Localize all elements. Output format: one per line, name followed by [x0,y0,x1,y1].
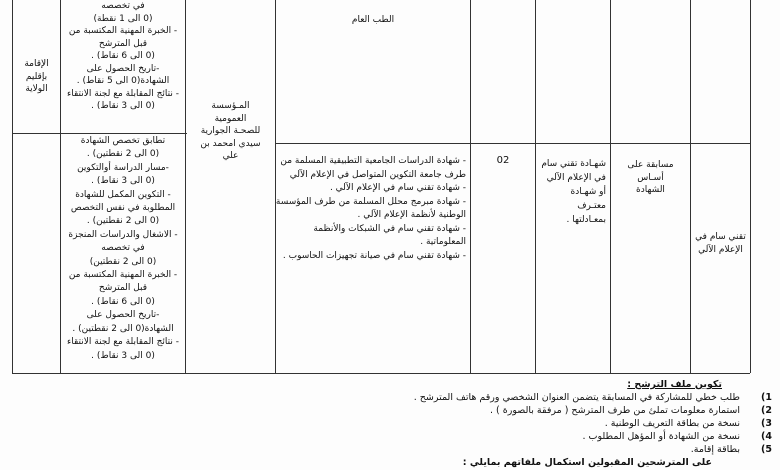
recruitment-mode-line: أسـاس [637,172,664,183]
residence-cell [12,133,61,373]
criteria-line: -مسار الدراسة أوالتكوين [77,162,169,173]
criteria-line: - نتائج المقابلة مع لجنة الانتقاء [67,88,179,99]
diploma-line: - شهادة الدراسات الجامعية التطبيقية المسلمة من [280,156,466,166]
criteria-line: في تخصصه [101,1,145,11]
residence-text: الإقامة [24,59,49,69]
grade-cell [690,0,751,143]
institution-text: المـؤسسة [211,101,250,111]
required-diploma-cell [535,0,611,143]
diploma-line: الوطنية لأنظمة الإعلام الآلي . [357,210,466,220]
required-diploma-line: أو شهـادة [570,187,606,197]
notes-item [380,443,772,456]
grade-cell [690,143,751,373]
criteria-line: قبل المترشح [98,38,148,49]
notes-item [380,417,772,430]
required-diploma-line: بمعـادلتها . [566,215,606,225]
item-text: بطاقة إقامة. [690,444,740,455]
recruitment-mode-cell [610,0,691,143]
institution-cell [185,0,276,373]
notes-heading: تكوين ملف الترشح : [627,379,722,390]
positions-cell [470,0,536,143]
criteria-line: - الخبرة المهنية المكتسبة من [68,26,178,36]
residence-text: الولاية [25,84,48,94]
criteria-line: المطلوبة في نفس التخصص [70,203,176,214]
criteria-line: (0 الى 6 نقاط) . [91,296,155,307]
positions-cell [470,143,536,373]
institution-text: علي [222,151,239,161]
diploma-line: - شهادة تقني سام في صيانة تجهيزات الحاسوب . [282,250,466,261]
diploma-line: - شهادة مبرمج محلل المسلمة من طرف المؤسسة [275,196,466,207]
criteria-line: (0 الى 3 نقاط) . [91,101,155,111]
diploma-line: - شهادة تقني سام في الشبكات والأنظمة [313,223,466,234]
diploma-line: المعلوماتية . [420,237,466,247]
recruitment-mode-cell [610,143,691,373]
item-number: 1) [761,392,772,403]
item-number: 5) [761,444,772,455]
item-text: نسخة من الشهادة أو المؤهل المطلوب . [582,431,740,442]
criteria-line: -تاريخ الحصول على [86,63,160,74]
recruitment-mode-line: مسابقة على [627,160,674,170]
criteria-cell [60,133,186,373]
criteria-line: - الاشغال والدراسات المنجزة [68,229,178,240]
grade-line: الإعلام الآلي [698,244,743,255]
recruitment-mode-line: الشهادة [636,185,665,195]
criteria-line: الشهادة(0 الى 5 نقاط) . [76,76,170,86]
item-text: استمارة معلومات تملئ من طرف المترشح ( مرفقة بالصورة ) . [489,405,740,416]
notes-footer: على المترشحين المقبولين استكمال ملفاتهم بمايلي : [462,457,712,468]
residence-text: بإقليم [25,71,48,82]
criteria-line: تطابق تخصص الشهادة [80,136,166,146]
diploma-line: - شهادة تقني سام في الإعلام الآلي . [329,183,466,193]
specialty-cell [275,0,471,143]
notes-item [380,391,772,404]
criteria-line: (0 الى 2 نقطتين) [89,256,157,267]
diplomas-cell [275,143,471,373]
specialty-text: الطب العام [351,15,395,25]
criteria-line: -تاريخ الحصول على [86,310,160,321]
required-diploma-cell [535,143,611,373]
criteria-line: قبل المترشح [98,283,148,294]
criteria-line: في تخصصه [101,243,145,254]
institution-text: سيدي امحمد بن [200,138,261,149]
criteria-line: (0 الى 1 نقطة) [93,13,153,24]
criteria-line: (0 الى 3 نقاط) . [91,176,155,187]
item-number: 4) [761,431,772,442]
criteria-line: (0 الى 2 نقطتين) . [86,216,160,227]
item-number: 3) [761,418,772,429]
institution-text: للصحـة الجوارية [200,126,261,136]
required-diploma-line: معتـرف [577,201,606,211]
item-text: طلب خطي للمشاركة في المسابقة يتضمن العنوان الشخصي ورقم هاتف المترشح . [413,392,740,403]
diploma-line: طرف جامعة التكوين المتواصل في الإعلام الآلي [289,169,466,180]
item-text: نسخة من بطاقة التعريف الوطنية . [604,418,740,429]
criteria-line: (0 الى 3 نقاط) . [91,350,155,361]
item-number: 2) [761,405,772,416]
residence-cell [12,0,61,133]
notes-item [380,404,772,417]
criteria-cell [60,0,186,133]
criteria-line: - نتائج المقابلة مع لجنة الانتقاء [67,337,179,348]
institution-text: العمومية [214,113,247,124]
table-bottom-border [12,373,750,374]
criteria-line: الشهادة(0 الى 2 نقطتين) . [72,323,174,334]
application-file-notes [380,378,772,469]
criteria-line: - التكوين المكمل للشهادة [75,189,171,200]
notes-item [380,430,772,443]
criteria-line: (0 الى 2 نقطتين) . [86,149,160,160]
criteria-line: - الخبرة المهنية المكتسبة من [68,270,178,281]
grade-line: تقني سام في [695,232,746,242]
positions-count: 02 [496,155,510,166]
required-diploma-line: في الإعلام الآلي [546,173,606,183]
required-diploma-line: شهـادة تقني سام [541,159,606,169]
criteria-line: (0 الى 6 نقاط) . [91,51,155,61]
